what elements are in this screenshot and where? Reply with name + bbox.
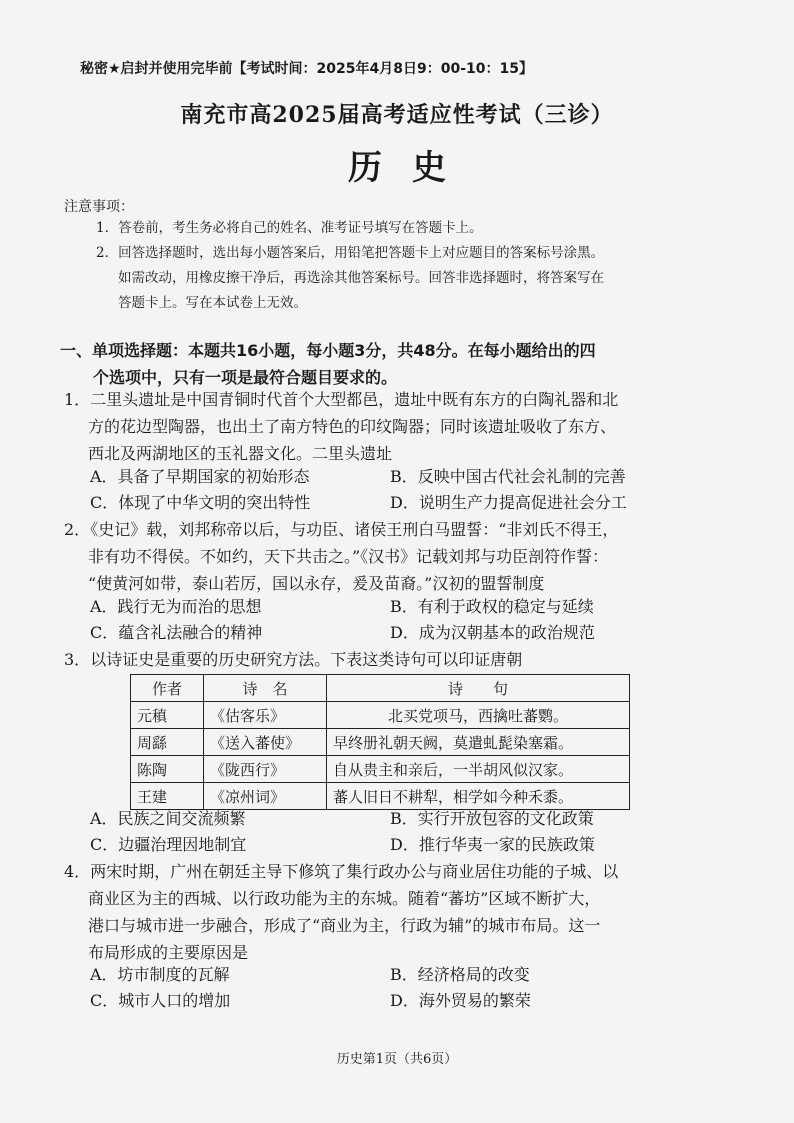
table-cell: 北买党项马，西擒吐蕃鹦。 (327, 702, 630, 729)
notice-heading: 注意事项： (64, 199, 134, 215)
question-number: 3． (64, 650, 91, 669)
question-line: 方的花边型陶器，也出土了南方特色的印纹陶器；同时该遗址吸收了东方、 (88, 417, 617, 436)
question-4 (64, 858, 702, 966)
option-a: A．践行无为而治的思想 (90, 597, 262, 616)
question-line: 商业区为主的西城、以行政功能为主的东城。随着“蕃坊”区域不断扩大， (88, 889, 601, 908)
question-line: 西北及两湖地区的玉礼器文化。二里头遗址 (88, 444, 393, 463)
question-line: 两宋时期，广州在朝廷主导下修筑了集行政办公与商业居住功能的子城、以 (90, 862, 619, 881)
exam-title: 南充市高2025届高考适应性考试（三诊） (180, 102, 614, 128)
notice-line: 1．答卷前，考生务必将自己的姓名、准考证号填写在答题卡上。 (96, 220, 483, 236)
option-d: D．推行华夷一家的民族政策 (390, 835, 595, 854)
table-header: 作者 (131, 675, 204, 702)
table-header-row (131, 675, 630, 702)
option-d: D．海外贸易的繁荣 (390, 991, 531, 1010)
table-header: 诗 名 (204, 675, 327, 702)
question-3-options (90, 806, 690, 858)
question-line: 以诗证史是重要的历史研究方法。下表这类诗句可以印证唐朝 (90, 650, 523, 669)
question-1 (64, 386, 702, 467)
table-cell: 自从贵主和亲后，一半胡风似汉家。 (327, 756, 630, 783)
notice-item-1 (96, 216, 706, 241)
confidential-line: 秘密★启封并使用完毕前【考试时间：2025年4月8日9：00-10：15】 (80, 61, 533, 77)
option-a: A．坊市制度的瓦解 (90, 965, 230, 984)
table-cell: 《估客乐》 (204, 702, 327, 729)
question-line: “使黄河如带，泰山若厉，国以永存，爰及苗裔。”汉初的盟誓制度 (88, 574, 545, 593)
question-1-options (90, 464, 690, 516)
table-cell: 元稹 (131, 702, 204, 729)
table-row (131, 756, 630, 783)
notice-line: 如需改动，用橡皮擦干净后，再选涂其他答案标号。回答非选择题时，将答案写在 (118, 270, 604, 286)
subject-title: 历史 (348, 148, 476, 188)
question-number: 4． (64, 862, 91, 881)
option-d: D．说明生产力提高促进社会分工 (390, 493, 627, 512)
page-footer: 历史第1页（共6页） (336, 1052, 458, 1067)
table-cell: 陈陶 (131, 756, 204, 783)
poem-table (130, 674, 630, 810)
table-cell: 早终册礼朝天阙，莫遣虬髭染塞霜。 (327, 729, 630, 756)
section-heading-line: 个选项中，只有一项是最符合题目要求的。 (93, 368, 398, 387)
table-cell: 《凉州词》 (204, 783, 327, 810)
option-a: A．具备了早期国家的初始形态 (90, 467, 310, 486)
question-4-options (90, 962, 690, 1014)
question-number: 1． (64, 390, 91, 409)
table-row (131, 702, 630, 729)
option-b: B．实行开放包容的文化政策 (390, 809, 594, 828)
table-cell: 《送入蕃使》 (204, 729, 327, 756)
option-a: A．民族之间交流频繁 (90, 809, 246, 828)
question-3 (64, 646, 702, 673)
question-line: 非有功不得侯。不如约，天下共击之。”《汉书》记载刘邦与功臣剖符作誓： (88, 547, 609, 566)
option-b: B．经济格局的改变 (390, 965, 530, 984)
option-c: C．蕴含礼法融合的精神 (90, 623, 263, 642)
table-cell: 王建 (131, 783, 204, 810)
option-d: D．成为汉朝基本的政治规范 (390, 623, 595, 642)
question-2 (64, 516, 702, 597)
table-cell: 蕃人旧日不耕犁，相学如今种禾黍。 (327, 783, 630, 810)
question-number: 2． (64, 520, 91, 539)
question-line: 港口与城市进一步融合，形成了“商业为主，行政为辅”的城市布局。这一 (88, 916, 601, 935)
notice-item-2 (96, 241, 706, 316)
question-line: 二里头遗址是中国青铜时代首个大型都邑，遗址中既有东方的白陶礼器和北 (90, 390, 619, 409)
table-cell: 周繇 (131, 729, 204, 756)
table-cell: 《陇西行》 (204, 756, 327, 783)
option-b: B．反映中国古代社会礼制的完善 (390, 467, 626, 486)
table-header: 诗 句 (327, 675, 630, 702)
option-b: B．有利于政权的稳定与延续 (390, 597, 594, 616)
section-heading-line: 一、单项选择题：本题共16小题，每小题3分，共48分。在每小题给出的四 (60, 341, 596, 360)
question-line: 布局形成的主要原因是 (88, 943, 249, 962)
question-2-options (90, 594, 690, 646)
table-row (131, 729, 630, 756)
option-c: C．体现了中华文明的突出特性 (90, 493, 311, 512)
question-line: 《史记》载，刘邦称帝以后，与功臣、诸侯王刑白马盟誓：“非刘氏不得王， (90, 520, 619, 539)
notice-line: 2．回答选择题时，选出每小题答案后，用铅笔把答题卡上对应题目的答案标号涂黑。 (96, 245, 605, 261)
section-heading (60, 337, 720, 391)
notice-line: 答题卡上。写在本试卷上无效。 (118, 295, 307, 311)
option-c: C．边疆治理因地制宜 (90, 835, 247, 854)
option-c: C．城市人口的增加 (90, 991, 231, 1010)
